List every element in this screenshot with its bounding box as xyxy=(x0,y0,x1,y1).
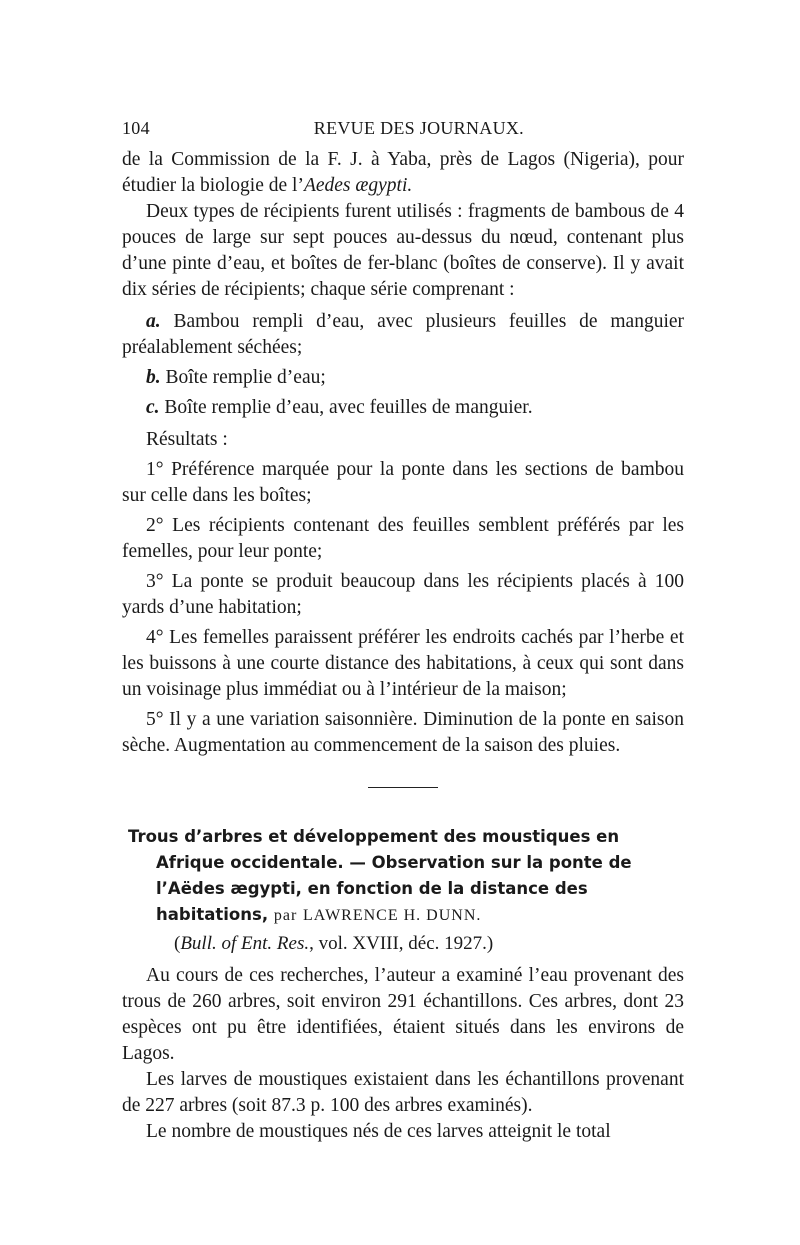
result-item: 4° Les femelles paraissent préférer les endroits cachés par l’herbe et les buissons à une courte distance des habitations, à ceux qui sont dans un voisinage plus immédiat ou à l’intérieur de la maison; xyxy=(122,627,684,700)
series-text: Boîte remplie d’eau; xyxy=(165,367,326,388)
ref-journal: Bull. of Ent. Res. xyxy=(180,933,310,954)
series-item xyxy=(122,309,684,361)
article-title-text: Trous d’arbres et développement des moustiques en Afrique occidentale. — Observation sur la ponte de l’Aëdes ægypti, en fonction de la distance des habitations, xyxy=(128,827,632,924)
article-by: par xyxy=(273,907,298,924)
series-item xyxy=(122,365,684,391)
species-name: Aedes ægypti. xyxy=(303,175,413,196)
ref-open: ( xyxy=(174,933,181,954)
article-author: LAWRENCE H. DUNN. xyxy=(303,907,482,924)
series-letter: c. xyxy=(146,397,160,418)
article-paragraph: Au cours de ces recherches, l’auteur a examiné l’eau provenant des trous de 260 arbres, soit environ 291 échantillons. Ces arbres, dont 23 espèces ont pu être identifiées, étaient situés dans les environs de Lagos. xyxy=(122,965,684,1064)
running-title: REVUE DES JOURNAUX. xyxy=(313,118,524,138)
intro-paragraph-2: Deux types de récipients furent utilisés : fragments de bambous de 4 pouces de large sur sept pouces au-dessus du nœud, contenant plus d’une pinte d’eau, et boîtes de fer-blanc (boîtes de conserve). Il y avait dix séries de récipients; chaque série comprenant : xyxy=(122,201,684,300)
page xyxy=(122,118,684,1145)
result-item: 1° Préférence marquée pour la ponte dans les sections de bambou sur celle dans les boîtes; xyxy=(122,459,684,506)
series-letter: a. xyxy=(146,311,161,332)
intro-text: de la Commission de la F. J. à Yaba, près de Lagos (Nigeria), pour étudier la biologie de l’ xyxy=(122,149,684,196)
section-divider xyxy=(368,787,438,788)
page-header xyxy=(122,118,684,139)
article-paragraph: Le nombre de moustiques nés de ces larves atteignit le total xyxy=(146,1121,611,1142)
results-heading: Résultats : xyxy=(146,429,228,450)
result-item: 3° La ponte se produit beaucoup dans les récipients placés à 100 yards d’une habitation; xyxy=(122,571,684,618)
result-item: 2° Les récipients contenant des feuilles semblent préférés par les femelles, pour leur ponte; xyxy=(122,515,684,562)
ref-details: , vol. XVIII, déc. 1927.) xyxy=(309,933,494,954)
article-paragraph: Les larves de moustiques existaient dans les échantillons provenant de 227 arbres (soit 87.3 p. 100 des arbres examinés). xyxy=(122,1069,684,1116)
page-number: 104 xyxy=(122,118,150,138)
series-text: Bambou rempli d’eau, avec plusieurs feuilles de manguier préalablement séchées; xyxy=(122,311,685,358)
intro-paragraph-1 xyxy=(122,147,684,199)
series-item xyxy=(122,395,684,421)
article-title xyxy=(128,824,684,929)
article-reference xyxy=(122,931,684,957)
series-text: Boîte remplie d’eau, avec feuilles de manguier. xyxy=(164,397,533,418)
result-item: 5° Il y a une variation saisonnière. Diminution de la ponte en saison sèche. Augmentation au commencement de la saison des pluies. xyxy=(122,709,684,756)
series-letter: b. xyxy=(146,367,161,388)
